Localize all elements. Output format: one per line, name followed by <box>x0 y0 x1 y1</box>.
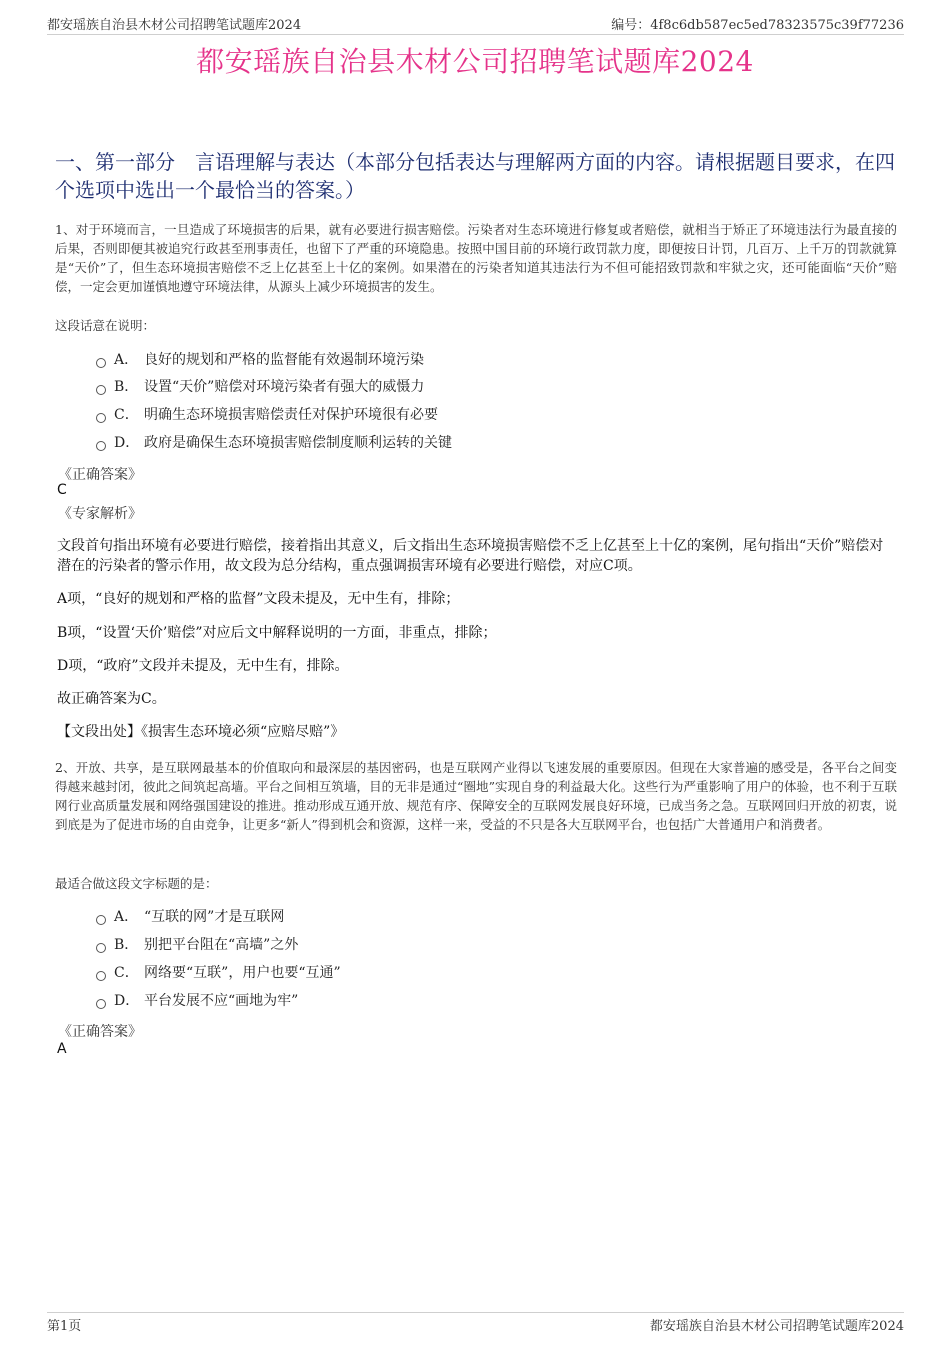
q1-analysis-d: D项，“政府”文段并未提及，无中生有，排除。 <box>57 658 349 674</box>
q2-option-d[interactable] <box>96 991 298 1011</box>
header-doc-id: 编号：4f8c6db587ec5ed78323575c39f77236 <box>611 18 904 33</box>
option-letter: A． <box>114 909 139 925</box>
option-letter: C． <box>114 407 139 423</box>
header-doc-title: 都安瑶族自治县木材公司招聘笔试题库2024 <box>47 18 302 33</box>
q1-analysis-conclusion: 故正确答案为C。 <box>57 691 166 707</box>
section-heading: 一、第一部分 言语理解与表达（本部分包括表达与理解两方面的内容。请根据题目要求，在四个选项中选出一个最恰当的答案。） <box>55 150 895 202</box>
q1-answer: C <box>57 482 67 498</box>
option-letter: D． <box>114 993 140 1009</box>
radio-icon[interactable] <box>96 971 106 981</box>
footer-doc-title: 都安瑶族自治县木材公司招聘笔试题库2024 <box>649 1319 904 1334</box>
option-text: 平台发展不应“画地为牢” <box>144 993 299 1009</box>
option-text: 网络要“互联”，用户也要“互通” <box>144 965 341 981</box>
radio-icon[interactable] <box>96 413 106 423</box>
q1-answer-label: 《正确答案》 <box>58 467 142 483</box>
q1-option-b[interactable] <box>96 377 424 397</box>
radio-icon[interactable] <box>96 999 106 1009</box>
q1-option-d[interactable] <box>96 433 452 453</box>
option-letter: D． <box>114 435 140 451</box>
q1-analysis-a: A项，“良好的规划和严格的监督”文段未提及，无中生有，排除； <box>57 591 460 607</box>
q1-analysis-label: 《专家解析》 <box>58 506 142 522</box>
q2-answer-label: 《正确答案》 <box>58 1024 142 1040</box>
radio-icon[interactable] <box>96 358 106 368</box>
q2-prompt: 最适合做这段文字标题的是： <box>55 876 218 891</box>
q1-option-c[interactable] <box>96 405 438 425</box>
page-header <box>47 14 904 35</box>
page-title: 都安瑶族自治县木材公司招聘笔试题库2024 <box>196 45 754 78</box>
radio-icon[interactable] <box>96 915 106 925</box>
q2-option-b[interactable] <box>96 935 298 955</box>
footer-page-number: 第1页 <box>47 1319 82 1334</box>
option-letter: A． <box>114 352 139 368</box>
option-text: 政府是确保生态环境损害赔偿制度顺利运转的关键 <box>144 435 452 451</box>
option-text: “互联的网”才是互联网 <box>144 909 285 925</box>
option-letter: B． <box>114 379 139 395</box>
q1-option-a[interactable] <box>96 350 424 370</box>
option-text: 设置“天价”赔偿对环境污染者有强大的威慑力 <box>144 379 425 395</box>
q2-stem: 2、开放、共享，是互联网最基本的价值取向和最深层的基因密码，也是互联网产业得以飞速发展的重要原因。但现在大家普遍的感受是，各平台之间变得越来越封闭，彼此之间筑起高墙。平台之间相互筑墙，目的无非是通过“圈地”实现自身的利益最大化。这些行为严重影响了用户的体验，也不利于互联网行业高质量发展和网络强国建设的推进。推动形成互通开放、规范有序、保障安全的互联网发展良好环境，已成当务之急。互联网回归开放的初衷，说到底是为了促进市场的自由竞争，让更多“新人”得到机会和资源，这样一来，受益的不只是各大互联网平台，也包括广大普通用户和消费者。 <box>55 760 897 832</box>
q2-answer: A <box>57 1041 67 1057</box>
option-text: 别把平台阻在“高墙”之外 <box>144 937 299 953</box>
page-footer <box>47 1312 904 1335</box>
q1-analysis-b: B项，“设置‘天价’赔偿”对应后文中解释说明的一方面，非重点，排除； <box>57 625 497 641</box>
q1-source: 【文段出处】《损害生态环境必须“应赔尽赔”》 <box>57 724 345 740</box>
q1-prompt: 这段话意在说明： <box>55 318 156 333</box>
option-text: 明确生态环境损害赔偿责任对保护环境很有必要 <box>144 407 438 423</box>
option-letter: C． <box>114 965 139 981</box>
q2-option-a[interactable] <box>96 907 284 927</box>
q1-stem: 1、对于环境而言，一旦造成了环境损害的后果，就有必要进行损害赔偿。污染者对生态环境进行修复或者赔偿，就相当于矫正了环境违法行为最直接的后果，否则即便其被追究行政甚至刑事责任，也留下了严重的环境隐患。按照中国目前的环境行政罚款力度，即便按日计罚，几百万、上千万的罚款就算是“天价”了，但生态环境损害赔偿不乏上亿甚至上十亿的案例。如果潜在的污染者知道其违法行为不但可能招致罚款和牢狱之灾，还可能面临“天价”赔偿，一定会更加谨慎地遵守环境法律，从源头上减少环境损害的发生。 <box>55 222 897 294</box>
radio-icon[interactable] <box>96 441 106 451</box>
radio-icon[interactable] <box>96 943 106 953</box>
q1-analysis-summary: 文段首句指出环境有必要进行赔偿，接着指出其意义，后文指出生态环境损害赔偿不乏上亿甚至上十亿的案例，尾句指出“天价”赔偿对潜在的污染者的警示作用，故文段为总分结构，重点强调损害环境有必要进行赔偿，对应C项。 <box>57 538 884 574</box>
option-letter: B． <box>114 937 139 953</box>
option-text: 良好的规划和严格的监督能有效遏制环境污染 <box>144 352 424 368</box>
radio-icon[interactable] <box>96 385 106 395</box>
q2-option-c[interactable] <box>96 963 341 983</box>
